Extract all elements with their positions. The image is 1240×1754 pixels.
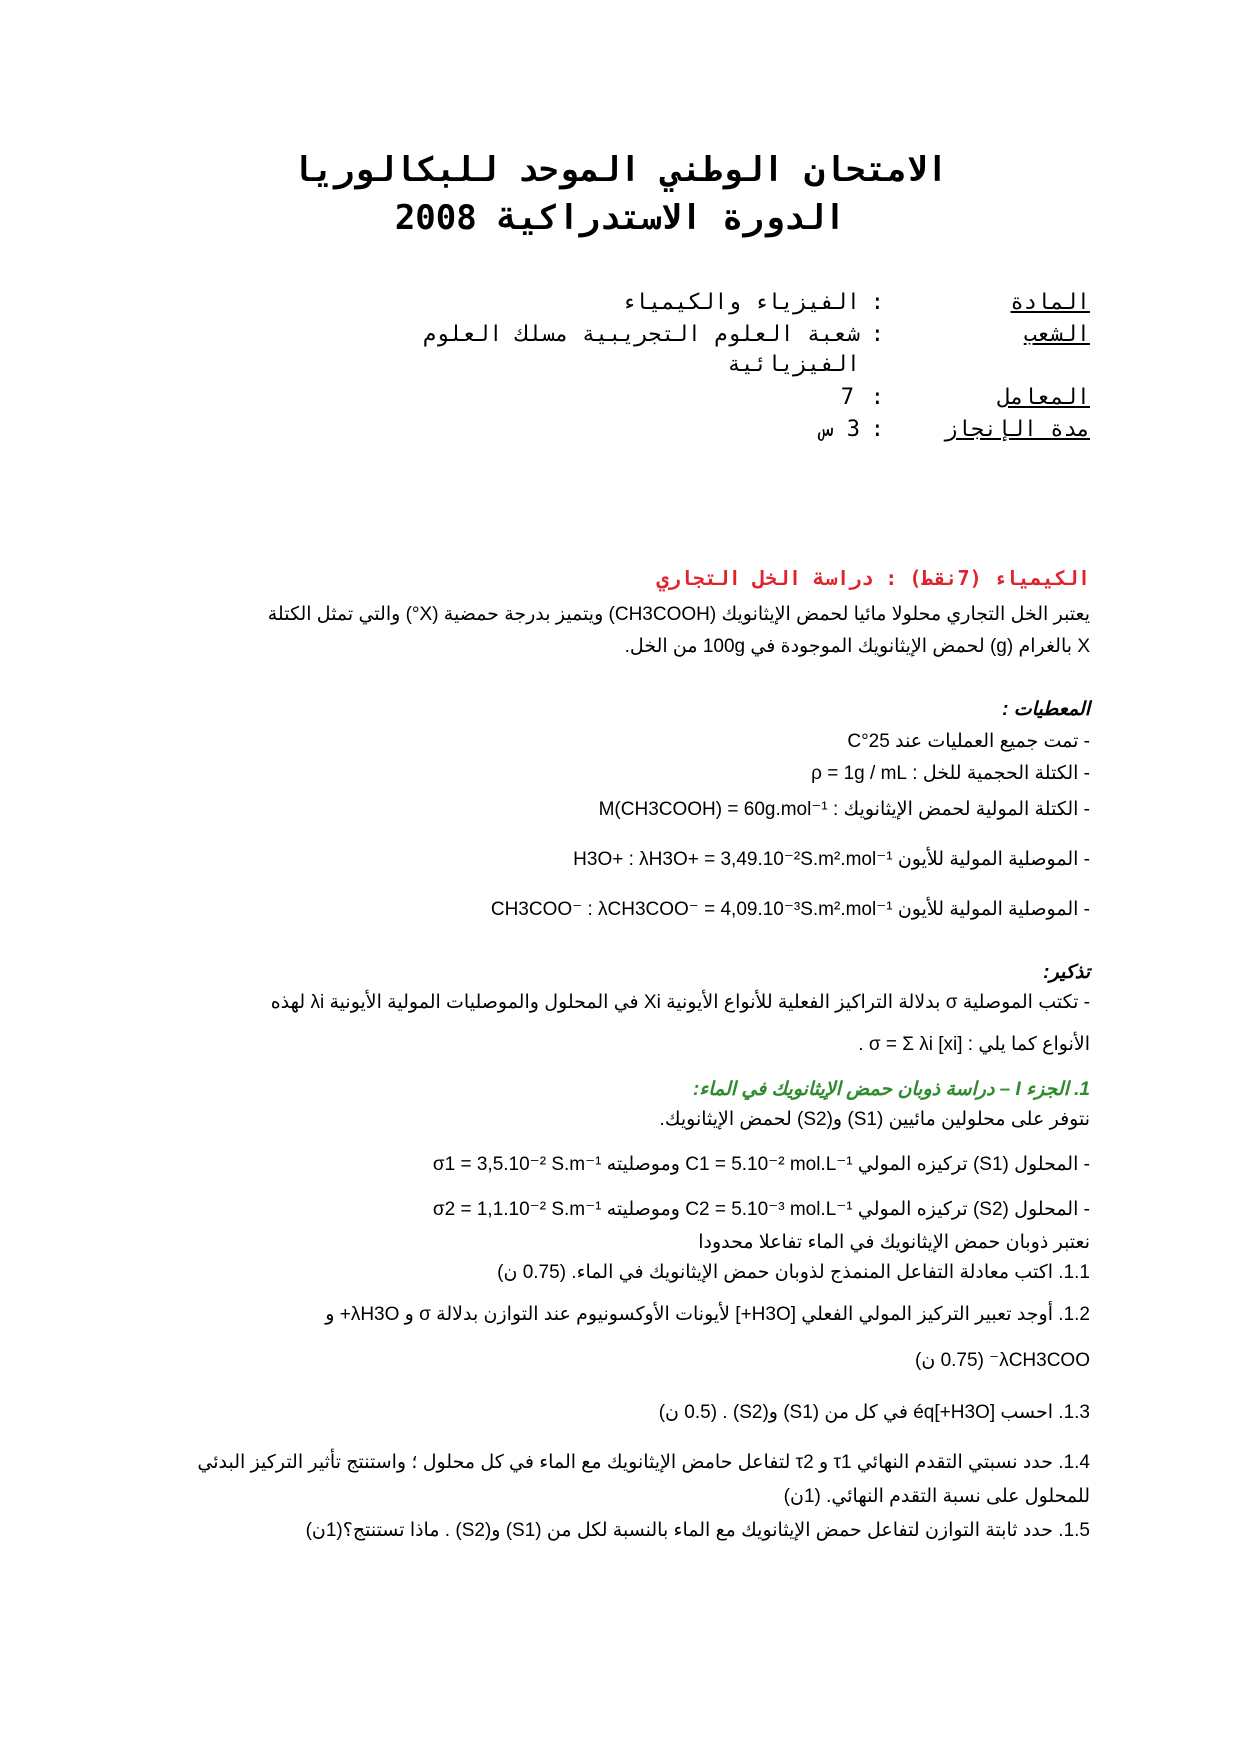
data-item: - تمت جميع العمليات عند 25°C xyxy=(847,731,1090,752)
question-1-4-cont: للمحلول على نسبة التقدم النهائي. (1ن) xyxy=(783,1486,1090,1507)
question-1-2-cont: λCH3COO⁻ (0.75 ن) xyxy=(915,1350,1090,1371)
info-row-duration xyxy=(120,417,1090,447)
chemistry-section-title: الكيمياء (7نقط) : دراسة الخل التجاري xyxy=(656,566,1090,590)
info-row-branch xyxy=(120,322,1090,352)
intro-line-2: X بالغرام (g) لحمض الإيثانويك الموجودة في 100g من الخل. xyxy=(624,636,1090,657)
exam-session: الدورة الاستدراكية 2008 xyxy=(394,198,846,238)
question-1-1: 1.1. اكتب معادلة التفاعل المنمذج لذوبان حمض الإيثانويك في الماء. (0.75 ن) xyxy=(497,1262,1090,1283)
coefficient-label: المعامل xyxy=(997,385,1090,410)
branch-value: شعبة العلوم التجريبية مسلك العلوم xyxy=(422,322,860,347)
data-item: - الموصلية المولية للأيون H3O+ : λH3O+ = 3,49.10⁻²S.m².mol⁻¹ xyxy=(573,849,1090,870)
exam-title: الامتحان الوطني الموحد للبكالوريا xyxy=(292,150,948,190)
subject-label: المادة xyxy=(1010,290,1090,315)
info-row-subject xyxy=(120,290,1090,320)
reminder-label: تذكير: xyxy=(1043,962,1090,983)
colon: : xyxy=(870,290,890,315)
branch-label: الشعب xyxy=(1023,322,1090,347)
colon: : xyxy=(870,385,890,410)
data-item: - الموصلية المولية للأيون CH3COO⁻ : λCH3COO⁻ = 4,09.10⁻³S.m².mol⁻¹ xyxy=(490,899,1090,920)
intro-line-1: يعتبر الخل التجاري محلولا مائيا لحمض الإيثانويك (CH3COOH) ويتميز بدرجة حمضية (X°) والتي تمثل الكتلة xyxy=(267,604,1090,625)
part1-line: - المحلول (S2) تركيزه المولي C2 = 5.10⁻³ mol.L⁻¹ وموصليته σ2 = 1,1.10⁻² S.m⁻¹ xyxy=(432,1199,1090,1220)
colon: : xyxy=(870,322,890,347)
question-1-5: 1.5. حدد ثابتة التوازن لتفاعل حمض الإيثانويك مع الماء بالنسبة لكل من (S1) و(S2) . ماذا تستنتج؟(1ن) xyxy=(305,1520,1090,1541)
colon: : xyxy=(870,417,890,442)
reminder-line-2: الأنواع كما يلي : σ = Σ λi [xi] . xyxy=(858,1034,1090,1055)
question-1-3: 1.3. احسب [H3O+]éq في كل من (S1) و(S2) . (0.5 ن) xyxy=(658,1402,1090,1423)
duration-value: 3 س xyxy=(820,417,860,442)
duration-label: مدة الإنجاز xyxy=(944,417,1090,442)
info-row-coefficient xyxy=(120,385,1090,415)
part1-line: نتوفر على محلولين مائيين (S1) و(S2) لحمض الإيثانويك. xyxy=(659,1109,1090,1130)
subject-value: الفيزياء والكيمياء xyxy=(621,290,860,315)
part1-title: 1. الجزء I – دراسة ذوبان حمض الإيثانويك في الماء: xyxy=(692,1079,1090,1100)
coefficient-value: 7 xyxy=(840,385,860,410)
part1-line: نعتبر ذوبان حمض الإيثانويك في الماء تفاعلا محدودا xyxy=(698,1232,1090,1253)
reminder-line-1: - تكتب الموصلية σ بدلالة التراكيز الفعلية للأنواع الأيونية Xi في المحلول والموصليات المولية الأيونية λi لهذه xyxy=(270,992,1090,1013)
data-item: - الكتلة المولية لحمض الإيثانويك : M(CH3COOH) = 60g.mol⁻¹ xyxy=(598,799,1090,820)
part1-line: - المحلول (S1) تركيزه المولي C1 = 5.10⁻² mol.L⁻¹ وموصليته σ1 = 3,5.10⁻² S.m⁻¹ xyxy=(432,1154,1090,1175)
question-1-4: 1.4. حدد نسبتي التقدم النهائي τ1 و τ2 لتفاعل حامض الإيثانويك مع الماء في كل محلول ؛ واستنتج تأثير التركيز البدئي xyxy=(197,1452,1090,1473)
data-item: - الكتلة الحجمية للخل : ρ = 1g / mL xyxy=(811,763,1090,784)
question-1-2: 1.2. أوجد تعبير التركيز المولي الفعلي [H3O+] لأيونات الأوكسونيوم عند التوازن بدلالة σ و λH3O+ و xyxy=(325,1304,1090,1325)
branch-value-line2: الفيزيائية xyxy=(727,352,860,377)
data-label: المعطيات : xyxy=(1002,699,1090,720)
